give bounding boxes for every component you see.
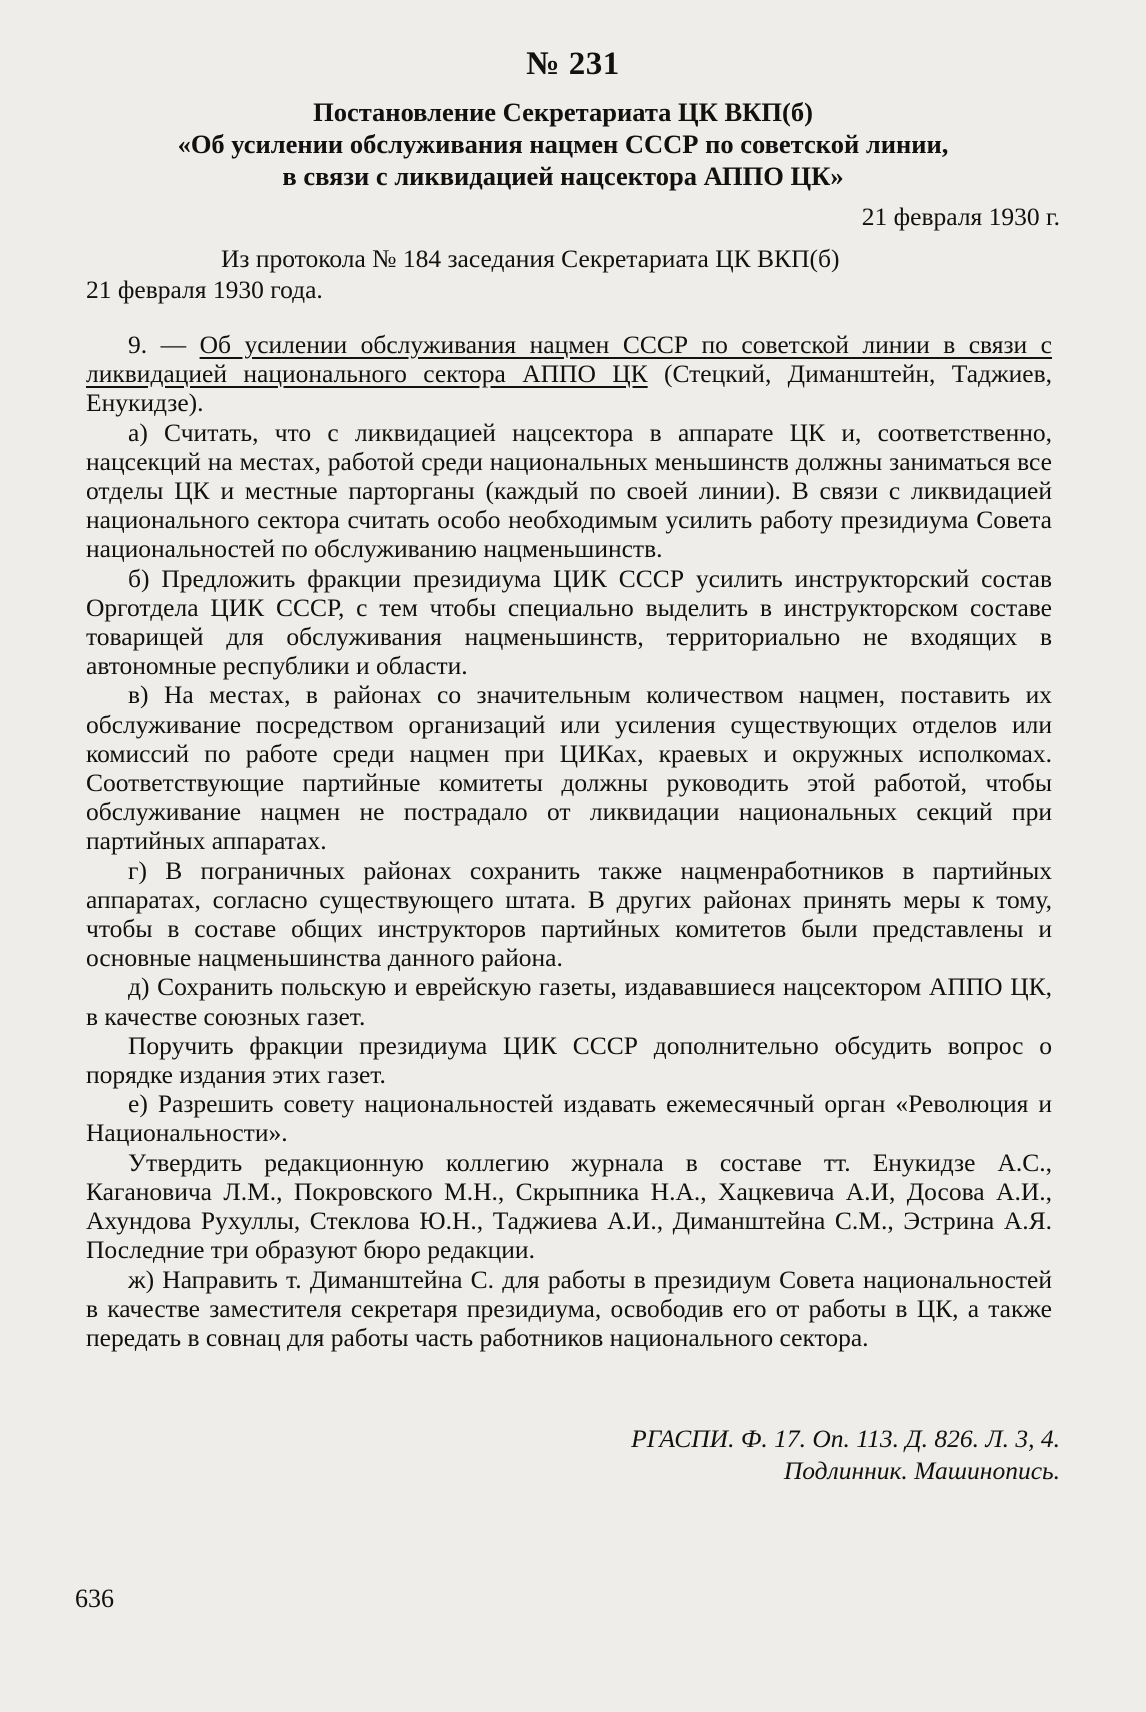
item-speakers: (Стецкий, Диманштейн, Таджиев, Енукидзе).: [86, 359, 1052, 418]
source-line: РГАСПИ. Ф. 17. Оп. 113. Д. 826. Л. 3, 4.: [631, 1424, 1060, 1453]
title-line: «Об усилении обслуживания нацмен СССР по советской линии,: [177, 129, 949, 159]
item-heading-paragraph: [86, 330, 1052, 418]
paragraph: Утвердить редакционную коллегию журнала в составе тт. Енукидзе А.С., Кагановича Л.М., Покровского М.Н., Скрыпника Н.А., Хацкевича А.И, Досова А.И., Ахундова Рухуллы, Стеклова Ю.Н., Таджиева А.И., Диманштейна С.М., Эстрина А.Я. Последние три образуют бюро редакции.: [86, 1147, 1052, 1265]
title-line: Постановление Секретариата ЦК ВКП(б): [313, 97, 813, 127]
page-number: 636: [75, 1584, 114, 1613]
document-body: [86, 330, 1052, 1352]
paragraph: г) В пограничных районах сохранить также нацменработников в партийных аппаратах, согласно существующего штата. В других районах принять меры к тому, чтобы в составе общих инструкторов партийных комитетов были представлены и основные нацменьшинства данного района.: [86, 855, 1052, 973]
document-number: № 231: [526, 46, 620, 82]
title-line: в связи с ликвидацией нацсектора АППО ЦК»: [282, 161, 844, 191]
paragraph: д) Сохранить польскую и еврейскую газеты, издававшиеся нацсектором АППО ЦК, в качестве союзных газет.: [86, 972, 1052, 1031]
item-number: 9. —: [128, 330, 200, 359]
paragraph: Поручить фракции президиума ЦИК СССР дополнительно обсудить вопрос о порядке издания этих газет.: [86, 1030, 1052, 1090]
paragraph: е) Разрешить совету национальностей издавать ежемесячный орган «Революция и Национальности».: [86, 1089, 1052, 1148]
item-heading: Об усилении обслуживания нацмен СССР по советской линии в связи с ликвидацией национального сектора АППО ЦК: [86, 330, 1052, 389]
paragraph: б) Предложить фракции президиума ЦИК СССР усилить инструкторский состав Орготдела ЦИК СССР, с тем чтобы специально выделить в инструкторском составе товарищей для обслуживания нацменьшинств, территориально не входящих в автономные республики и области.: [86, 563, 1052, 681]
source-line: Подлинник. Машинопись.: [783, 1456, 1060, 1485]
paragraph: а) Считать, что с ликвидацией нацсектора в аппарате ЦК и, соответственно, нацсекций на местах, работой среди национальных меньшинств должны заниматься все отделы ЦК и местные парторганы (каждый по своей линии). В связи с ликвидацией национального сектора считать особо необходимым усилить работу президиума Совета национальностей по обслуживанию нацменьшинств.: [86, 417, 1052, 564]
paragraph: ж) Направить т. Диманштейна С. для работы в президиум Совета национальностей в качестве заместителя секретаря президиума, освободив его от работы в ЦК, а также передать в совнац для работы часть работников национального сектора.: [86, 1264, 1052, 1352]
document-date: 21 февраля 1930 г.: [861, 202, 1060, 231]
paragraph: в) На местах, в районах со значительным количеством нацмен, поставить их обслуживание посредством организаций или усиления существующих отделов или комиссий по работе среди нацмен при ЦИКах, краевых и окружных исполкомах. Соответствующие партийные комитеты должны руководить этой работой, чтобы обслуживание нацмен не пострадало от ликвидации национальных секций при партийных аппаратах.: [86, 680, 1052, 856]
protocol-line: 21 февраля 1930 года.: [86, 275, 323, 304]
protocol-reference: [86, 243, 1052, 305]
archive-source: [631, 1423, 1060, 1487]
document-title: [120, 96, 1006, 192]
protocol-line: Из протокола № 184 заседания Секретариата ЦК ВКП(б): [221, 244, 840, 273]
